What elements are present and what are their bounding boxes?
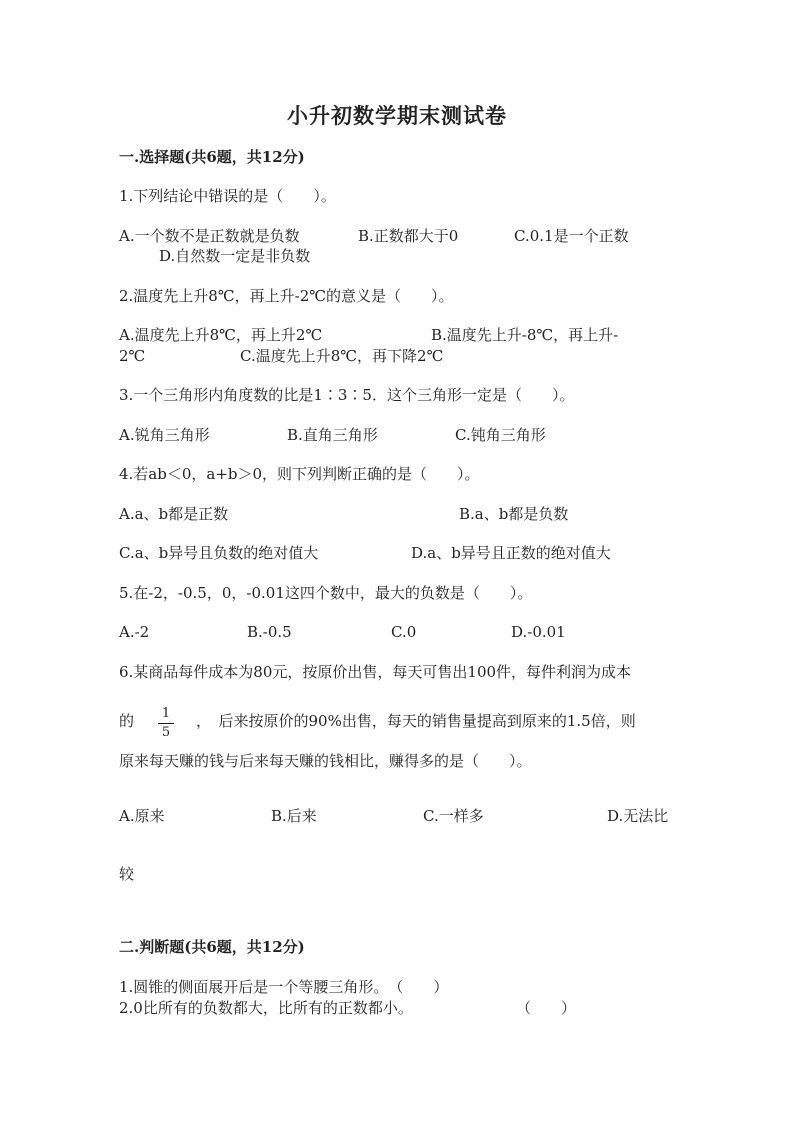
question-2-stem: 2.温度先上升8℃，再上升-2℃的意义是（ ）。	[119, 287, 454, 305]
question-5-option-a: A.-2	[119, 623, 150, 641]
question-6-line-2-end: ， 后来按原价的90%出售，每天的销售量提高到原来的1.5倍，则	[196, 712, 636, 730]
section-heading-choice: 一.选择题(共6题，共12分)	[119, 148, 305, 166]
question-6-option-a: A.原来	[119, 807, 165, 825]
judgement-question-2: 2.0比所有的负数都大，比所有的正数都小。	[119, 999, 413, 1017]
question-1-stem: 1.下列结论中错误的是（ ）。	[119, 187, 336, 205]
fraction-numerator: 1	[161, 706, 171, 721]
question-6-option-b: B.后来	[271, 807, 317, 825]
question-4-option-a: A.a、b都是正数	[119, 505, 229, 523]
question-5-stem: 5.在-2，-0.5，0，-0.01这四个数中，最大的负数是（ ）。	[119, 584, 533, 602]
question-3-stem: 3.一个三角形内角度数的比是1∶3∶5．这个三角形一定是（ ）。	[119, 386, 575, 404]
question-5-option-d: D.-0.01	[511, 623, 566, 641]
question-4-option-b: B.a、b都是负数	[459, 505, 569, 523]
question-6-fraction	[156, 706, 176, 741]
question-4-stem: 4.若ab＜0，a+b＞0，则下列判断正确的是（ ）。	[119, 465, 480, 483]
judgement-question-1: 1.圆锥的侧面展开后是一个等腰三角形。 （ ）	[119, 978, 449, 996]
question-3-option-c: C.钝角三角形	[455, 426, 546, 444]
question-2-option-c: C.温度先上升8℃，再下降2℃	[240, 347, 444, 365]
question-1-option-c: C.0.1是一个正数	[514, 227, 629, 245]
question-5-option-b: B.-0.5	[247, 623, 292, 641]
question-4-option-c: C.a、b异号且负数的绝对值大	[119, 544, 319, 562]
page-title: 小升初数学期末测试卷	[287, 103, 507, 128]
question-1-option-d: D.自然数一定是非负数	[159, 247, 311, 265]
question-6-line-1: 6.某商品每件成本为80元，按原价出售，每天可售出100件，每件利润为成本	[119, 663, 632, 681]
question-1-option-a: A.一个数不是正数就是负数	[119, 227, 300, 245]
question-2-option-b-cont: 2℃	[119, 347, 146, 365]
question-3-option-a: A.锐角三角形	[119, 426, 210, 444]
question-6-line-3: 原来每天赚的钱与后来每天赚的钱相比，赚得多的是（ ）。	[119, 752, 532, 770]
question-2-option-a: A.温度先上升8℃，再上升2℃	[119, 326, 323, 344]
question-6-option-d: D.无法比	[607, 807, 669, 825]
question-6-line-2-start: 的	[119, 712, 135, 730]
fraction-denominator: 5	[161, 725, 171, 740]
fraction-bar	[158, 723, 174, 724]
section-heading-judgement: 二.判断题(共6题，共12分)	[119, 938, 305, 956]
question-1-option-b: B.正数都大于0	[358, 227, 459, 245]
question-2-option-b: B.温度先上升-8℃，再上升-	[431, 326, 619, 344]
question-4-option-d: D.a、b异号且正数的绝对值大	[411, 544, 611, 562]
judgement-question-2-blank: （ ）	[516, 999, 577, 1017]
question-6-option-c: C.一样多	[423, 807, 484, 825]
question-3-option-b: B.直角三角形	[287, 426, 378, 444]
question-5-option-c: C.0	[391, 623, 417, 641]
question-6-option-d-cont: 较	[119, 865, 135, 883]
